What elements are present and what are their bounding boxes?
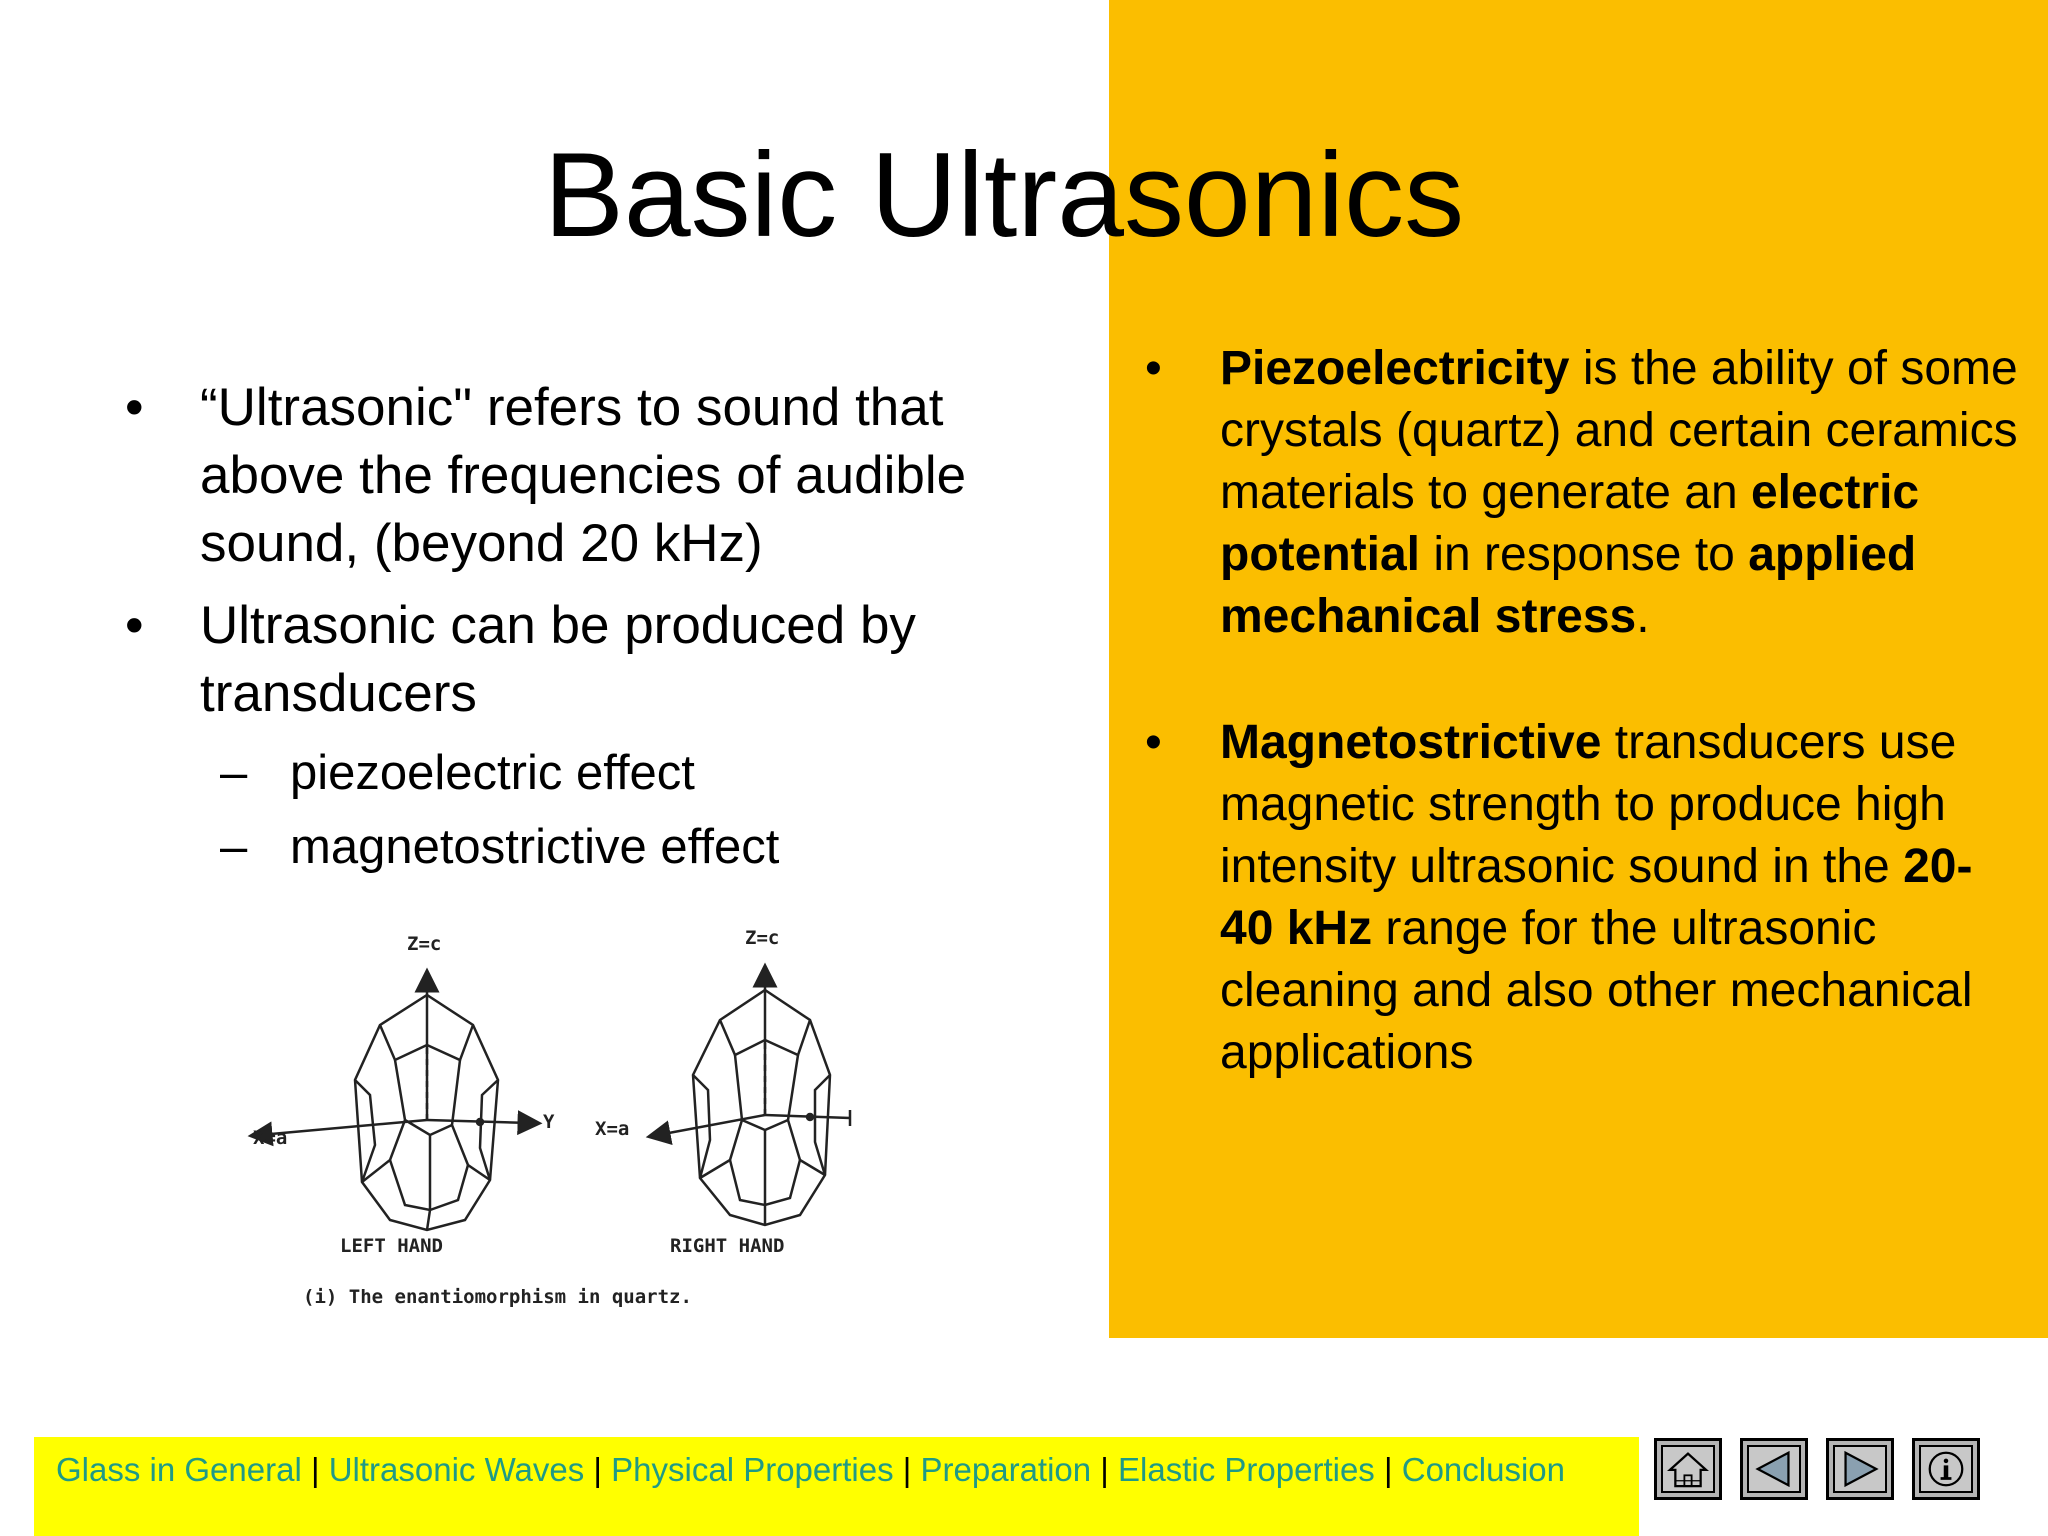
link-glass-in-general[interactable]: Glass in General [56, 1451, 302, 1488]
quartz-crystal-drawing [230, 920, 870, 1320]
sub-bullet-text: magnetostrictive effect [290, 820, 780, 874]
term-mechanical-stress: applied mechanical stress [1220, 528, 1917, 643]
bullet-piezoelectricity [1140, 338, 2020, 648]
bullet-marker: • [125, 596, 144, 655]
term-magnetostrictive: Magnetostrictive [1220, 716, 1602, 769]
home-button[interactable] [1654, 1438, 1722, 1500]
separator: | [310, 1451, 320, 1488]
next-icon [1829, 1441, 1891, 1497]
figure-caption: (i) The enantiomorphism in quartz. [303, 1286, 692, 1308]
previous-icon [1743, 1441, 1805, 1497]
home-icon [1657, 1441, 1719, 1497]
right-x-axis-label: X=a [595, 1118, 630, 1140]
term-electric-potential: electric potential [1220, 466, 1920, 581]
bullet-text: transducers use magnetic strength to produce high intensity ultrasonic sound in the [1220, 716, 1957, 893]
separator: | [1383, 1451, 1393, 1488]
right-bullet-list [1140, 338, 2020, 1148]
sub-bullet-text: piezoelectric effect [290, 746, 695, 800]
term-frequency-range: 20-40 kHz [1220, 840, 1973, 955]
link-ultrasonic-waves[interactable]: Ultrasonic Waves [328, 1451, 585, 1488]
left-bullet-list [120, 374, 1020, 890]
info-button[interactable] [1912, 1438, 1980, 1500]
left-x-axis-label: X=a [253, 1127, 288, 1149]
sub-bullet-piezoelectric [120, 742, 1020, 804]
link-physical-properties[interactable]: Physical Properties [611, 1451, 894, 1488]
right-z-axis-label: Z=c [745, 927, 780, 949]
right-hand-label: RIGHT HAND [670, 1235, 785, 1257]
left-z-axis-label: Z=c [407, 933, 442, 955]
separator: | [593, 1451, 602, 1488]
right-hand-crystal [658, 975, 850, 1225]
info-icon [1915, 1441, 1977, 1497]
quartz-crystal-figure [230, 920, 870, 1320]
left-hand-crystal [260, 980, 530, 1230]
left-hand-label: LEFT HAND [340, 1235, 443, 1257]
bullet-magnetostrictive [1140, 712, 2020, 1084]
bullet-text: Ultrasonic can be produced by transducers [200, 596, 916, 723]
bullet-text: range for the ultrasonic cleaning and also other mechanical applications [1220, 902, 1973, 1079]
left-y-axis-label: Y [543, 1111, 555, 1133]
bullet-marker: • [1145, 716, 1162, 769]
bullet-ultrasonic-definition [120, 374, 1020, 578]
bullet-marker: • [125, 378, 144, 437]
next-button[interactable] [1826, 1438, 1894, 1500]
bullet-text: is the ability of some crystals (quartz) and certain ceramics materials to generate an [1220, 342, 2018, 519]
slide-title: Basic Ultrasonics [543, 128, 1465, 262]
bullet-text: . [1636, 590, 1650, 643]
bullet-text: “Ultrasonic" refers to sound that above the frequencies of audible sound, (beyond 20 kHz) [200, 378, 967, 573]
dash-marker: – [220, 746, 248, 800]
separator: | [1100, 1451, 1109, 1488]
term-piezoelectricity: Piezoelectricity [1220, 342, 1570, 395]
link-preparation[interactable]: Preparation [920, 1451, 1092, 1488]
dash-marker: – [220, 820, 248, 874]
link-elastic-properties[interactable]: Elastic Properties [1118, 1451, 1375, 1488]
link-conclusion[interactable]: Conclusion [1401, 1451, 1565, 1488]
sub-bullet-magnetostrictive [120, 816, 1020, 878]
bullet-text: in response to [1420, 528, 1749, 581]
bullet-transducers [120, 592, 1020, 728]
footer-nav-bar [34, 1437, 1639, 1536]
bullet-marker: • [1145, 342, 1162, 395]
previous-button[interactable] [1740, 1438, 1808, 1500]
separator: | [902, 1451, 912, 1488]
